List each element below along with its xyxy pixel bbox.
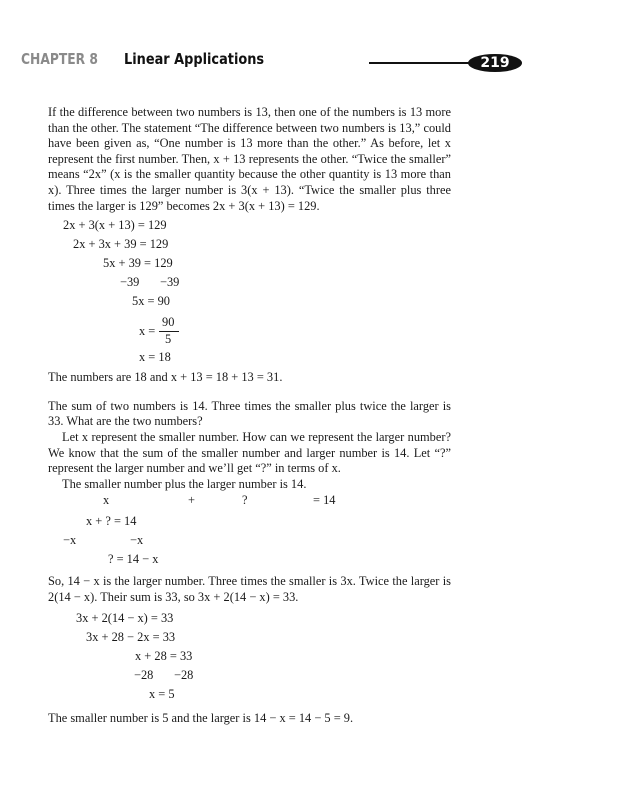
translate-equals: = 14: [313, 493, 336, 508]
equation-block-1: [48, 217, 451, 368]
eq2-subtract-right: −x: [130, 533, 144, 548]
page-header: [0, 52, 635, 74]
eq1-denominator: 5: [165, 332, 172, 347]
eq1-line-1: 2x + 3(x + 13) = 129: [63, 218, 167, 233]
eq1-line-2: 2x + 3x + 39 = 129: [73, 237, 169, 252]
eq1-numerator: 90: [162, 315, 175, 330]
eq1-line-3: 5x + 39 = 129: [103, 256, 173, 271]
eq1-subtract-right: −39: [160, 275, 180, 290]
eq1-fraction-line: [48, 312, 451, 349]
eq3-subtract-left: −28: [134, 667, 154, 682]
translate-question: ?: [242, 493, 248, 508]
header-rule: [369, 62, 475, 64]
eq1-subtract-left: −39: [120, 275, 140, 290]
eq2-line-1: x + ? = 14: [86, 514, 137, 529]
equation-block-3: [48, 610, 451, 705]
eq2-result: ? = 14 − x: [108, 552, 159, 567]
chapter-label: CHAPTER 8: [21, 50, 98, 68]
eq3-line-3: x + 28 = 33: [135, 648, 193, 663]
eq1-result: x = 18: [139, 350, 171, 365]
eq3-subtract-right: −28: [174, 667, 194, 682]
page-number-badge: 219: [468, 54, 522, 72]
translate-x: x: [103, 493, 110, 508]
paragraph-set-up-equation: So, 14 − x is the larger number. Three times the smaller is 3x. Twice the larger is 2(14 − x). Their sum is 33, so 3x + 2(14 − x) = 33.: [48, 574, 451, 604]
equation-block-2: [48, 513, 451, 570]
answer-1: The numbers are 18 and x + 13 = 18 + 13 = 31.: [48, 370, 283, 385]
paragraph-represent-larger: Let x represent the smaller number. How can we represent the larger number? We know that the sum of the smaller number and larger number is 14. Let “?” represent the larger number and we’ll get “?” in terms of x.: [48, 429, 451, 476]
translate-plus: +: [188, 493, 195, 508]
page-body: [48, 105, 451, 726]
eq1-x-equals: x =: [139, 324, 156, 339]
problem-2-statement: The sum of two numbers is 14. Three times the smaller plus twice the larger is 33. What are the two numbers?: [48, 398, 451, 429]
eq3-result: x = 5: [149, 686, 175, 701]
answer-2: The smaller number is 5 and the larger is 14 − x = 14 − 5 = 9.: [48, 710, 354, 725]
paragraph-difference-explanation: If the difference between two numbers is 13, then one of the numbers is 13 more than the other. The statement “The difference between two numbers is 13,” could have been given as, “One number is 13 more than the other.” As before, let x represent the first number. Then, x + 13 represents the other. “Twice the smaller” means “2x” (x is the smaller quantity because the other quantity is 13 more than x). Three times the larger number is 3(x + 13). “Twice the smaller plus three times the larger is 129” becomes 2x + 3(x + 13) = 129.: [48, 105, 451, 213]
paragraph-translate-sentence: The smaller number plus the larger number is 14.: [62, 476, 307, 491]
eq3-line-2: 3x + 28 − 2x = 33: [86, 629, 176, 644]
eq2-subtract-left: −x: [63, 533, 77, 548]
eq1-line-5: 5x = 90: [132, 294, 170, 309]
eq3-line-1: 3x + 2(14 − x) = 33: [76, 610, 174, 625]
chapter-title: Linear Applications: [124, 50, 265, 68]
translation-row: [48, 492, 451, 511]
